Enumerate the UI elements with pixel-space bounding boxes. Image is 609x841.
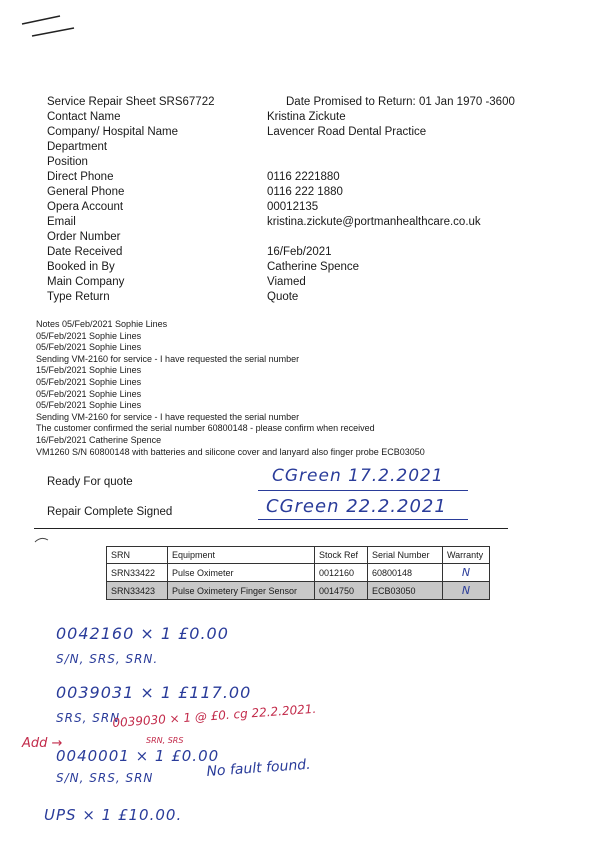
notes-block [36, 319, 425, 458]
table-row [107, 564, 490, 582]
section-divider [34, 528, 508, 529]
handwritten-added-sub: SRN, SRS [146, 736, 184, 745]
field-value: Viamed [267, 276, 306, 288]
field-value: 16/Feb/2021 [267, 246, 332, 258]
note-line: 05/Feb/2021 Sophie Lines [36, 330, 142, 341]
table-cell: 0012160 [315, 564, 368, 582]
warranty-mark: N [443, 564, 490, 582]
handwritten-line: 0042160 × 1 £0.00 [56, 624, 229, 643]
field-value: Catherine Spence [267, 261, 360, 273]
handwritten-line: 0040001 × 1 £0.00 [56, 747, 220, 765]
handwritten-line: SRS, SRN. [56, 711, 125, 725]
table-row [107, 582, 490, 600]
field-label: Contact Name [47, 111, 121, 123]
handwritten-added-line: 0039030 × 1 @ £0. cg 22.2.2021. [112, 701, 317, 730]
field-label: Booked in By [47, 261, 115, 273]
column-header: Serial Number [368, 547, 443, 564]
field-label: Opera Account [47, 201, 124, 213]
field-value: Kristina Zickute [267, 111, 346, 123]
table-cell: ECB03050 [368, 582, 443, 600]
column-header: Stock Ref [315, 547, 368, 564]
note-line: Sending VM-2160 for service - I have requested the serial number [36, 411, 300, 422]
sheet-title: Service Repair Sheet SRS67722 [47, 96, 215, 108]
ready-signature-line [258, 490, 468, 491]
column-header: Equipment [168, 547, 315, 564]
field-label: Email [47, 216, 76, 228]
note-line: Sending VM-2160 for service - I have requested the serial number [36, 353, 300, 364]
ready-label: Ready For quote [47, 476, 133, 488]
note-line: Notes 05/Feb/2021 Sophie Lines [36, 319, 168, 329]
note-line: 05/Feb/2021 Sophie Lines [36, 376, 142, 387]
table-cell: Pulse Oximetery Finger Sensor [168, 582, 315, 600]
field-value: Quote [267, 291, 299, 303]
table-cell: 60800148 [368, 564, 443, 582]
pen-scribble [18, 14, 78, 40]
field-value: 00012135 [267, 201, 319, 213]
field-label: Order Number [47, 231, 121, 243]
note-line: 05/Feb/2021 Sophie Lines [36, 388, 142, 399]
handwritten-line: 0039031 × 1 £117.00 [56, 683, 252, 702]
ready-signature: CGreen 17.2.2021 [272, 466, 444, 486]
small-mark [34, 536, 50, 544]
field-value: 0116 2221880 [267, 171, 340, 183]
add-label: Add → [22, 736, 63, 751]
note-line: 15/Feb/2021 Sophie Lines [36, 365, 142, 376]
field-label: Position [47, 156, 88, 168]
table-cell: SRN33422 [107, 564, 168, 582]
field-value: kristina.zickute@portmanhealthcare.co.uk [267, 216, 481, 228]
field-label: Date Received [47, 246, 123, 258]
table-cell: SRN33423 [107, 582, 168, 600]
date-promised: Date Promised to Return: 01 Jan 1970 -3600 [286, 96, 515, 108]
note-line: VM1260 S/N 60800148 with batteries and silicone cover and lanyard also finger probe ECB03050 [36, 446, 425, 457]
note-line: 05/Feb/2021 Sophie Lines [36, 342, 142, 353]
equipment-table [106, 546, 490, 600]
note-line: The customer confirmed the serial number 60800148 - please confirm when received [36, 423, 375, 434]
field-label: Direct Phone [47, 171, 114, 183]
field-value: 0116 222 1880 [267, 186, 343, 198]
handwritten-line: S/N, SRS, SRN [56, 771, 154, 785]
field-label: Company/ Hospital Name [47, 126, 179, 138]
column-header: SRN [107, 547, 168, 564]
field-label: General Phone [47, 186, 125, 198]
column-header: Warranty [443, 547, 490, 564]
note-line: 16/Feb/2021 Catherine Spence [36, 434, 162, 445]
repair-signature-line [258, 519, 468, 520]
field-label: Type Return [47, 291, 110, 303]
handwritten-line: UPS × 1 £10.00. [44, 806, 183, 824]
table-cell: 0014750 [315, 582, 368, 600]
note-line: 05/Feb/2021 Sophie Lines [36, 400, 142, 411]
field-label: Department [47, 141, 108, 153]
repair-label: Repair Complete Signed [47, 506, 173, 518]
table-header-row [107, 547, 490, 564]
field-label: Main Company [47, 276, 125, 288]
table-cell: Pulse Oximeter [168, 564, 315, 582]
handwritten-line: S/N, SRS, SRN. [56, 652, 159, 666]
repair-signature: CGreen 22.2.2021 [266, 496, 447, 517]
warranty-mark: N [443, 582, 490, 600]
field-value: Lavencer Road Dental Practice [267, 126, 427, 138]
handwritten-note: No fault found. [206, 756, 312, 780]
